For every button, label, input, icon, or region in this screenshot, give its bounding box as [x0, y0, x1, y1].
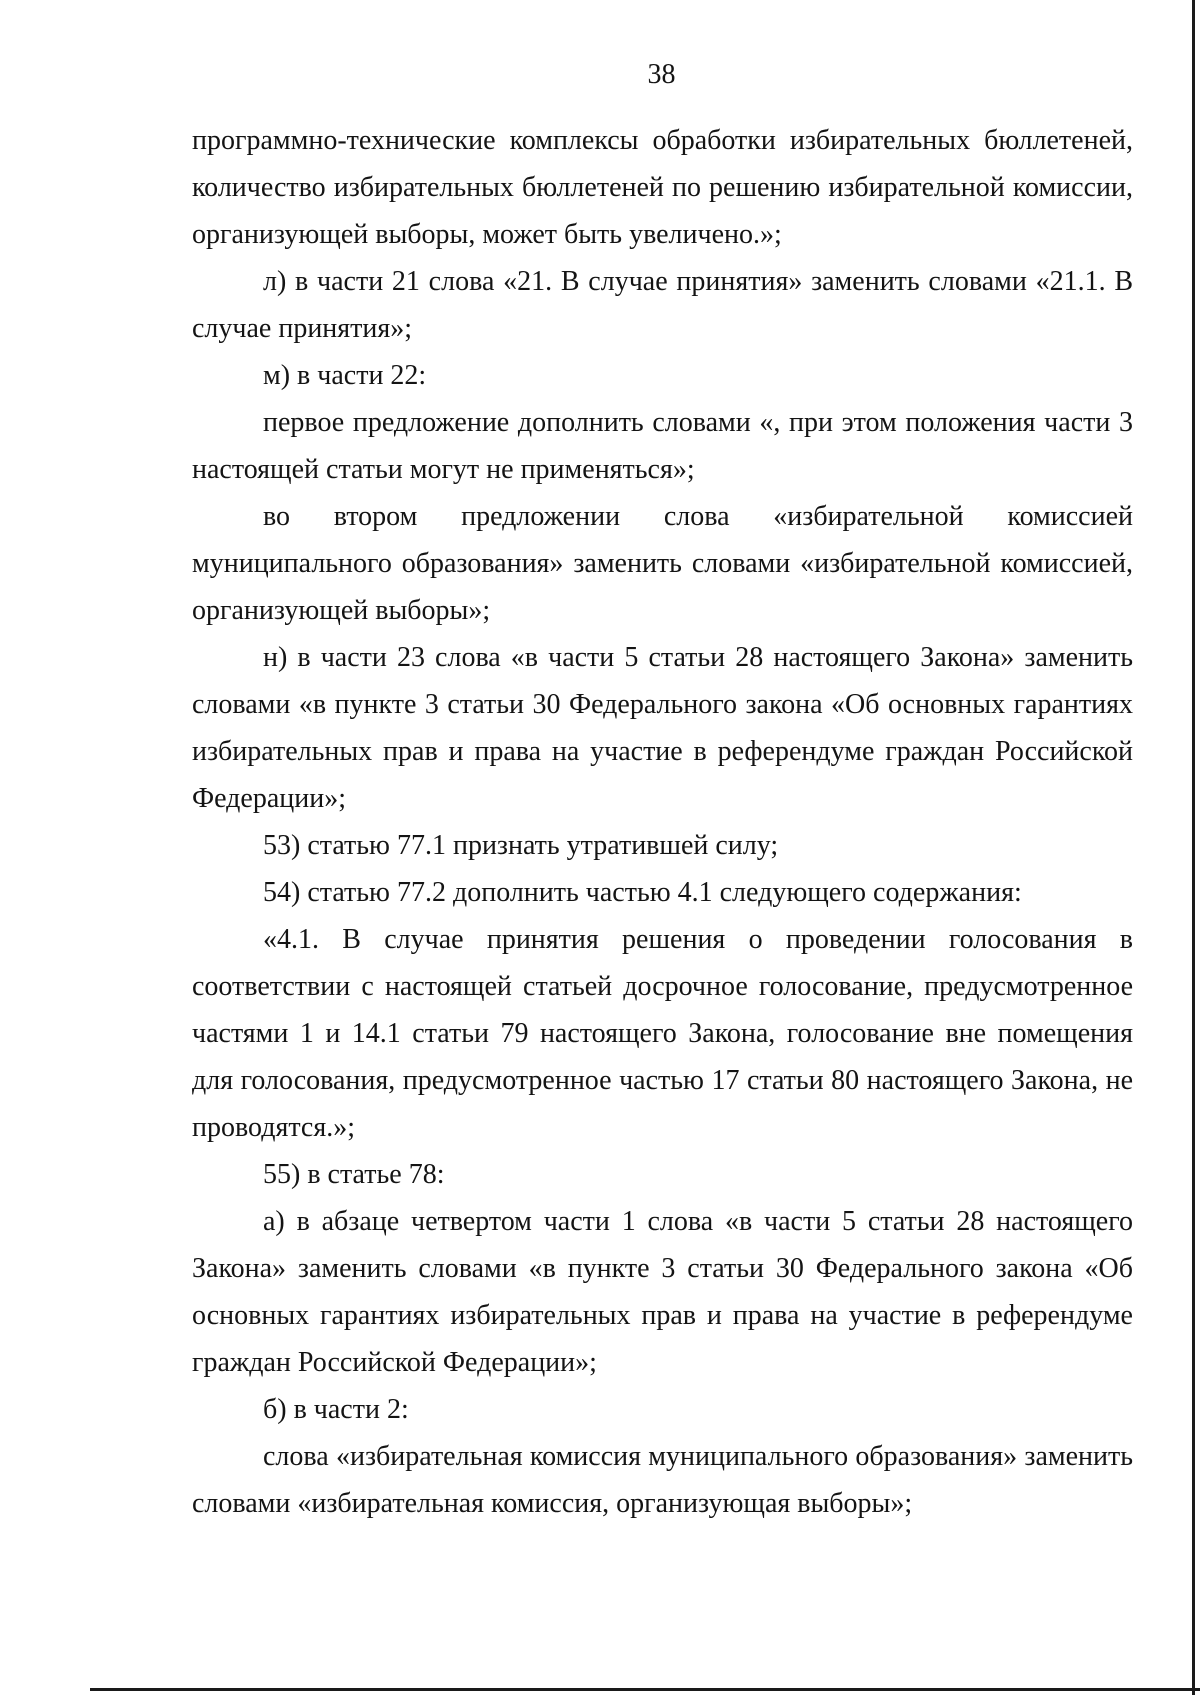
- paragraph-2: л) в части 21 слова «21. В случае принятия» заменить словами «21.1. В случае принятия»;: [192, 266, 1133, 344]
- paragraph-13: слова «избирательная комиссия муниципального образования» заменить словами «избирательная комиссия, организующая выборы»;: [192, 1441, 1133, 1519]
- paragraph-10: 55) в статье 78:: [263, 1159, 445, 1190]
- paragraph-5: во втором предложении слова «избирательной комиссией муниципального образования» заменить словами «избирательной комиссией, организующей выборы»;: [192, 501, 1133, 626]
- paragraph-7: 53) статью 77.1 признать утратившей силу;: [263, 830, 779, 861]
- scan-edge-bottom: [90, 1688, 1200, 1691]
- paragraph-1: программно-технические комплексы обработки избирательных бюллетеней, количество избирательных бюллетеней по решению избирательной комиссии, организующей выборы, может быть увеличено.»;: [192, 125, 1133, 250]
- page-number: 38: [647, 59, 676, 90]
- paragraph-9: «4.1. В случае принятия решения о проведении голосования в соответствии с настоящей статьей досрочное голосование, предусмотренное частями 1 и 14.1 статьи 79 настоящего Закона, голосование вне помещения для голосования, предусмотренное частью 17 статьи 80 настоящего Закона, не проводятся.»;: [192, 924, 1133, 1143]
- paragraph-6: н) в части 23 слова «в части 5 статьи 28 настоящего Закона» заменить словами «в пункте 3 статьи 30 Федерального закона «Об основных гарантиях избирательных прав и права на участие в референдуме граждан Российской Федерации»;: [192, 642, 1133, 814]
- scan-edge-right: [1192, 0, 1195, 1695]
- paragraph-3: м) в части 22:: [263, 360, 427, 391]
- paragraph-12: б) в части 2:: [263, 1394, 409, 1425]
- paragraph-8: 54) статью 77.2 дополнить частью 4.1 следующего содержания:: [263, 877, 1022, 908]
- document-body: [192, 117, 1133, 1527]
- paragraph-4: первое предложение дополнить словами «, при этом положения части 3 настоящей статьи могут не применяться»;: [192, 407, 1133, 485]
- paragraph-11: а) в абзаце четвертом части 1 слова «в части 5 статьи 28 настоящего Закона» заменить словами «в пункте 3 статьи 30 Федерального закона «Об основных гарантиях избирательных прав и права на участие в референдуме граждан Российской Федерации»;: [192, 1206, 1133, 1378]
